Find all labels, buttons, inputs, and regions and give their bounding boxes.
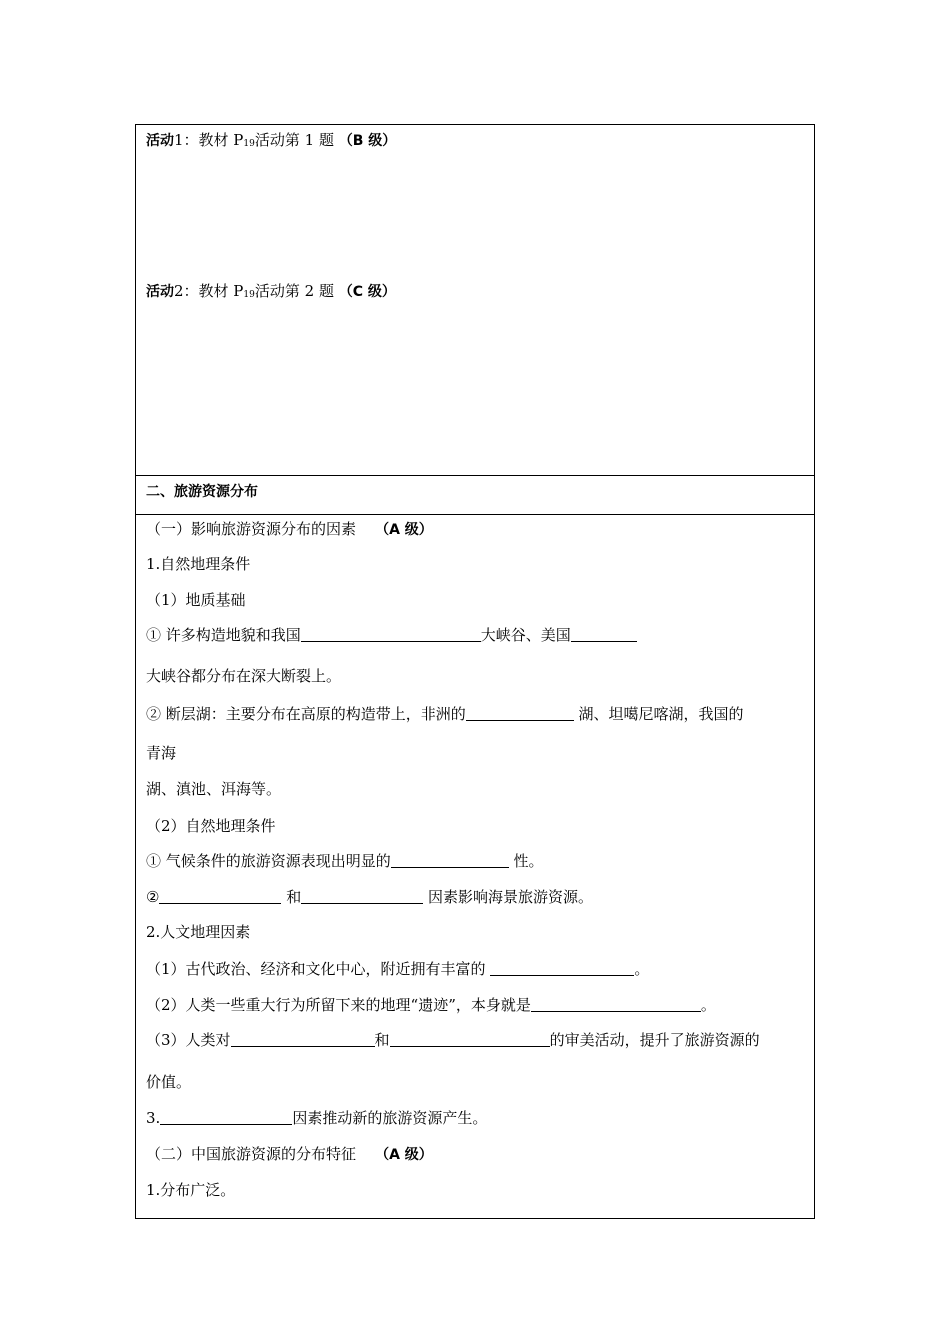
- item-3: 1.分布广泛。: [146, 1181, 236, 1199]
- blank[interactable]: [571, 626, 637, 642]
- blank[interactable]: [391, 852, 509, 868]
- blank[interactable]: [160, 1109, 292, 1125]
- blank[interactable]: [390, 1031, 550, 1047]
- blank[interactable]: [490, 960, 634, 976]
- activity-1: 活动1：教材 P19活动第 1 题 （B 级）: [146, 131, 397, 149]
- fill-line-4: ② 和 因素影响海景旅游资源。: [146, 888, 594, 906]
- blank[interactable]: [466, 705, 574, 721]
- part-1-title: （一）影响旅游资源分布的因素 （A 级）: [146, 520, 433, 538]
- part-2-title: （二）中国旅游资源的分布特征 （A 级）: [146, 1145, 433, 1163]
- fill-line-5: （1）古代政治、经济和文化中心，附近拥有丰富的 。: [146, 960, 650, 978]
- sub-item-2: （2）自然地理条件: [146, 817, 276, 835]
- text-line: 价值。: [146, 1073, 192, 1091]
- item-1: 1.自然地理条件: [146, 555, 251, 573]
- row-divider: [136, 475, 814, 476]
- blank[interactable]: [159, 888, 281, 904]
- fill-line-1: ① 许多构造地貌和我国 大峡谷、美国: [146, 625, 637, 645]
- fill-line-6: （2）人类一些重大行为所留下来的地理“遗迹”，本身就是 。: [146, 996, 716, 1014]
- blank[interactable]: [231, 1031, 375, 1047]
- fill-line-3: ① 气候条件的旅游资源表现出明显的 性。: [146, 852, 544, 870]
- row-divider: [136, 514, 814, 515]
- item-2: 2.人文地理因素: [146, 923, 251, 941]
- fill-line-2: ② 断层湖：主要分布在高原的构造带上，非洲的 湖、坦噶尼喀湖，我国的: [146, 705, 744, 723]
- activity-2: 活动2：教材 P19活动第 2 题 （C 级）: [146, 282, 396, 300]
- blank[interactable]: [301, 888, 423, 904]
- fill-line-8: 3. 因素推动新的旅游资源产生。: [146, 1109, 488, 1127]
- blank[interactable]: [301, 626, 481, 642]
- sub-item-1: （1）地质基础: [146, 591, 246, 609]
- text-line: 湖、滇池、洱海等。: [146, 780, 282, 798]
- section-title: 二、旅游资源分布: [146, 484, 258, 500]
- blank[interactable]: [531, 996, 701, 1012]
- text-line: 大峡谷都分布在深大断裂上。: [146, 667, 342, 685]
- fill-line-7: （3）人类对 和 的审美活动，提升了旅游资源的: [146, 1031, 760, 1049]
- text-line: 青海: [146, 744, 177, 762]
- worksheet-table: [135, 124, 815, 1219]
